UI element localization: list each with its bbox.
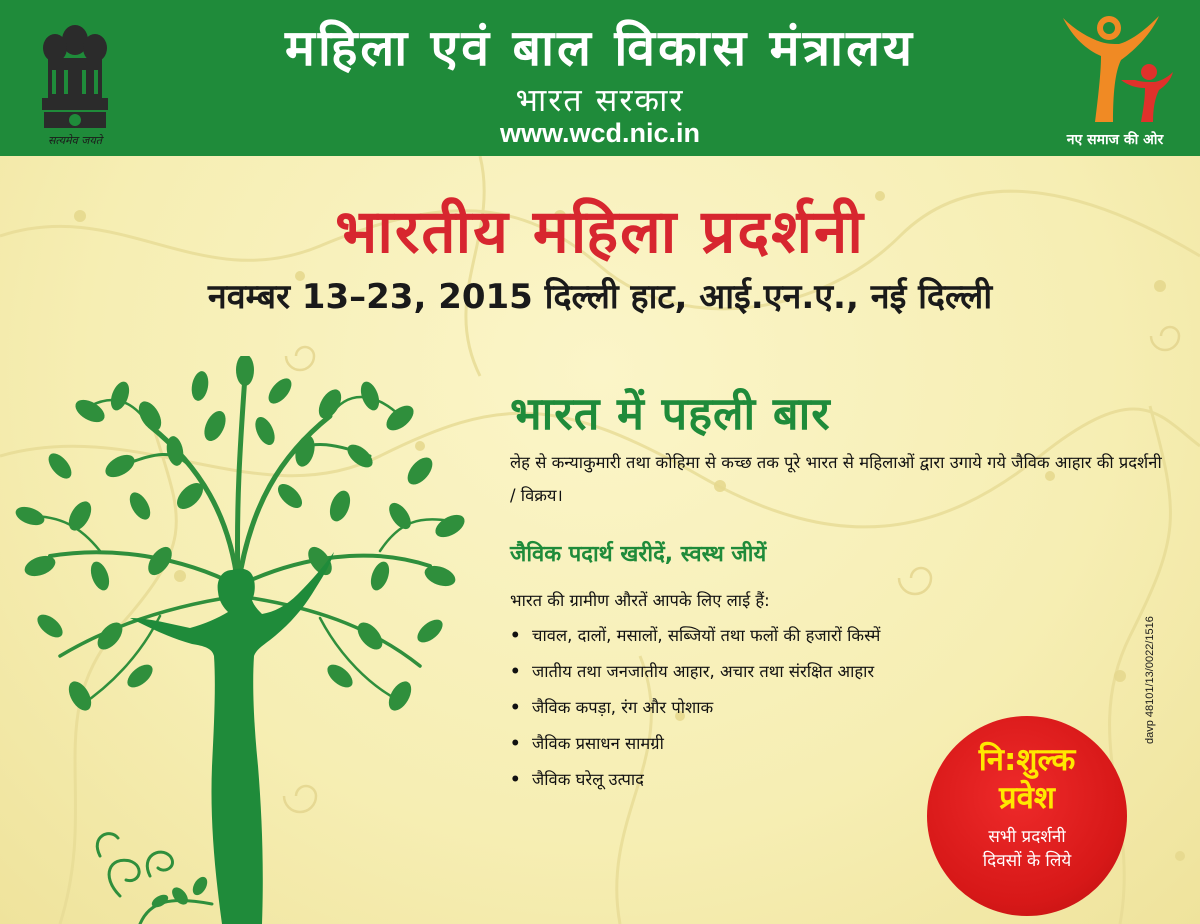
bullet-icon: •: [510, 662, 521, 681]
list-item-label: जैविक घरेलू उत्पाद: [532, 770, 644, 789]
first-time-headline: भारत में पहली बार: [510, 387, 831, 440]
badge-days-line2: दिवसों के लिये: [982, 851, 1072, 871]
list-item: [510, 692, 880, 728]
badge-days-line1: सभी प्रदर्शनी: [988, 827, 1066, 847]
davp-code: davp 48101/13/0022/1516: [1144, 616, 1156, 744]
list-item-label: जैविक कपड़ा, रंग और पोशाक: [532, 698, 714, 717]
bullet-icon: •: [510, 734, 521, 753]
website-url[interactable]: www.wcd.nic.in: [499, 118, 701, 148]
intro-paragraph: लेह से कन्याकुमारी तथा कोहिमा से कच्छ तक पूरे भारत से महिलाओं द्वारा उगाये गये जैविक आहार की प्रदर्शनी / विक्रय।: [510, 453, 1162, 505]
list-item: [510, 620, 880, 656]
bullet-icon: •: [510, 698, 521, 717]
mother-child-logo-icon: [1055, 10, 1175, 128]
ministry-logo: [1040, 10, 1190, 150]
list-item-label: जातीय तथा जनजातीय आहार, अचार तथा संरक्षित आहार: [532, 662, 875, 681]
exhibition-title: भारतीय महिला प्रदर्शनी: [335, 197, 865, 267]
list-item: [510, 764, 880, 800]
list-item: [510, 656, 880, 692]
list-item: [510, 728, 880, 764]
tree-woman-illustration: [0, 356, 480, 924]
list-item-label: चावल, दालों, मसालों, सब्जियों तथा फलों की हजारों किस्में: [532, 626, 881, 645]
event-date-venue: नवम्बर 13–23, 2015 दिल्ली हाट, आई.एन.ए., नई दिल्ली: [207, 277, 993, 317]
free-entry-badge: [927, 716, 1127, 916]
bullet-icon: •: [510, 626, 521, 645]
badge-free-label: नि:शुल्क: [978, 742, 1076, 778]
header-band: [0, 0, 1200, 156]
organic-slogan: जैविक पदार्थ खरीदें, स्वस्थ जीयें: [510, 542, 767, 567]
list-item-label: जैविक प्रसाधन सामग्री: [532, 734, 664, 753]
emblem-caption: सत्यमेव जयते: [47, 134, 102, 147]
product-list-intro: भारत की ग्रामीण औरतें आपके लिए लाई हैं:: [510, 591, 770, 610]
bullet-icon: •: [510, 770, 521, 789]
product-list: [510, 620, 880, 800]
badge-entry-label: प्रवेश: [999, 780, 1055, 816]
government-subtitle: भारत सरकार: [515, 81, 685, 119]
ministry-title: महिला एवं बाल विकास मंत्रालय: [285, 19, 915, 77]
logo-tagline: नए समाज की ओर: [1066, 132, 1164, 148]
